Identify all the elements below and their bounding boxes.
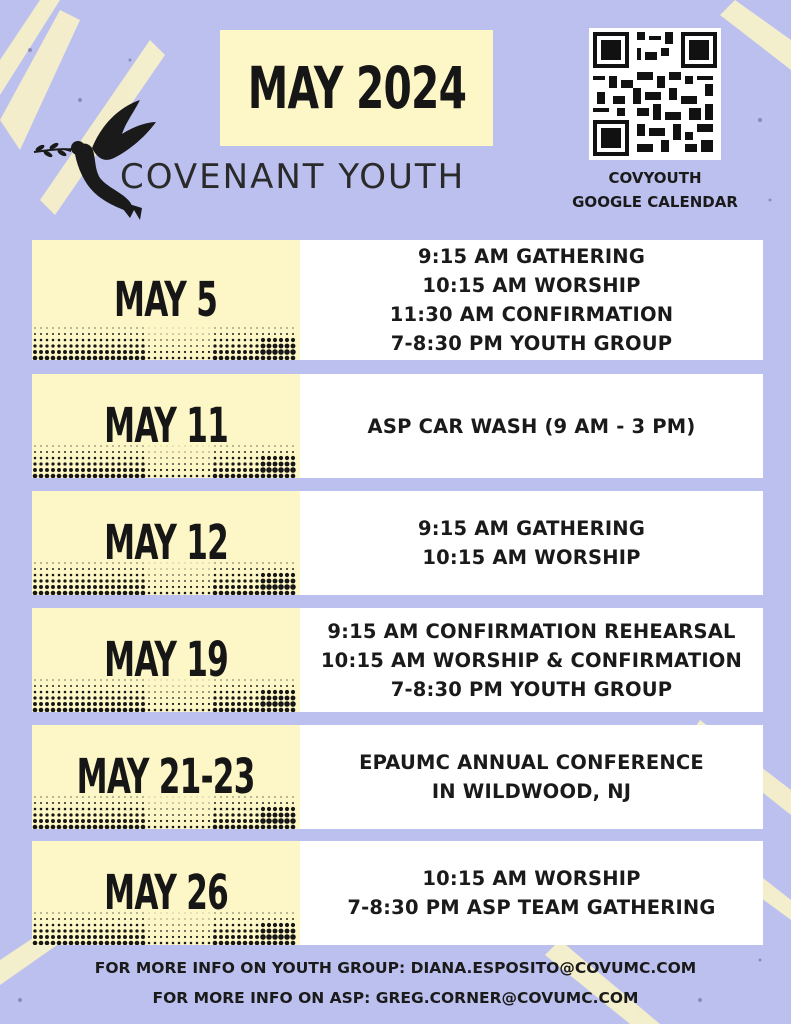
event-line: IN WILDWOOD, NJ: [431, 780, 632, 803]
date-label: MAY 21-23: [77, 749, 255, 805]
qr-caption-title: COVYOUTH: [608, 169, 702, 187]
date-cell: [32, 725, 300, 829]
qr-code-icon[interactable]: [589, 28, 721, 160]
date-label: MAY 26: [103, 865, 228, 921]
qr-caption-subtitle: GOOGLE CALENDAR: [572, 193, 738, 211]
page-title: MAY 2024: [247, 54, 466, 122]
schedule-row: [32, 725, 763, 829]
event-line: 7-8:30 PM YOUTH GROUP: [390, 677, 673, 701]
date-cell: [32, 240, 300, 360]
qr-caption: [560, 166, 750, 214]
events-cell: [300, 491, 763, 595]
date-cell: [32, 608, 300, 712]
events-cell: [300, 725, 763, 829]
event-line: 10:15 AM WORSHIP: [422, 274, 641, 297]
schedule-row: [32, 374, 763, 478]
schedule-row: [32, 240, 763, 360]
events-cell: [300, 240, 763, 360]
event-line: 10:15 AM WORSHIP & CONFIRMATION: [320, 648, 743, 672]
footer: [0, 953, 791, 1013]
halftone-decoration: [32, 324, 300, 360]
event-line: 9:15 AM GATHERING: [417, 517, 646, 540]
date-label: MAY 11: [103, 398, 228, 454]
date-cell: [32, 374, 300, 478]
date-label: MAY 19: [103, 632, 228, 688]
date-label: MAY 12: [103, 515, 228, 571]
events-cell: [300, 374, 763, 478]
schedule-row: [32, 491, 763, 595]
schedule-row: [32, 608, 763, 712]
youth-group-contact[interactable]: FOR MORE INFO ON YOUTH GROUP: DIANA.ESPOSITO@COVUMC.COM: [94, 959, 697, 977]
events-cell: [300, 608, 763, 712]
event-line: 11:30 AM CONFIRMATION: [389, 303, 674, 326]
title-banner: [220, 30, 493, 146]
event-line: 7-8:30 PM YOUTH GROUP: [390, 332, 673, 355]
event-line: EPAUMC ANNUAL CONFERENCE: [359, 751, 704, 774]
event-line: 10:15 AM WORSHIP: [422, 867, 641, 890]
asp-contact[interactable]: FOR MORE INFO ON ASP: GREG.CORNER@COVUMC.COM: [152, 989, 639, 1007]
event-line: 9:15 AM GATHERING: [417, 245, 646, 268]
event-line: ASP CAR WASH (9 AM - 3 PM): [367, 414, 696, 438]
date-cell: [32, 841, 300, 945]
organization-name: COVENANT YOUTH: [120, 157, 466, 197]
event-line: 9:15 AM CONFIRMATION REHEARSAL: [327, 619, 736, 643]
schedule-row: [32, 841, 763, 945]
event-line: 7-8:30 PM ASP TEAM GATHERING: [347, 896, 716, 919]
events-cell: [300, 841, 763, 945]
date-cell: [32, 491, 300, 595]
date-label: MAY 5: [114, 272, 218, 328]
event-line: 10:15 AM WORSHIP: [422, 546, 641, 569]
